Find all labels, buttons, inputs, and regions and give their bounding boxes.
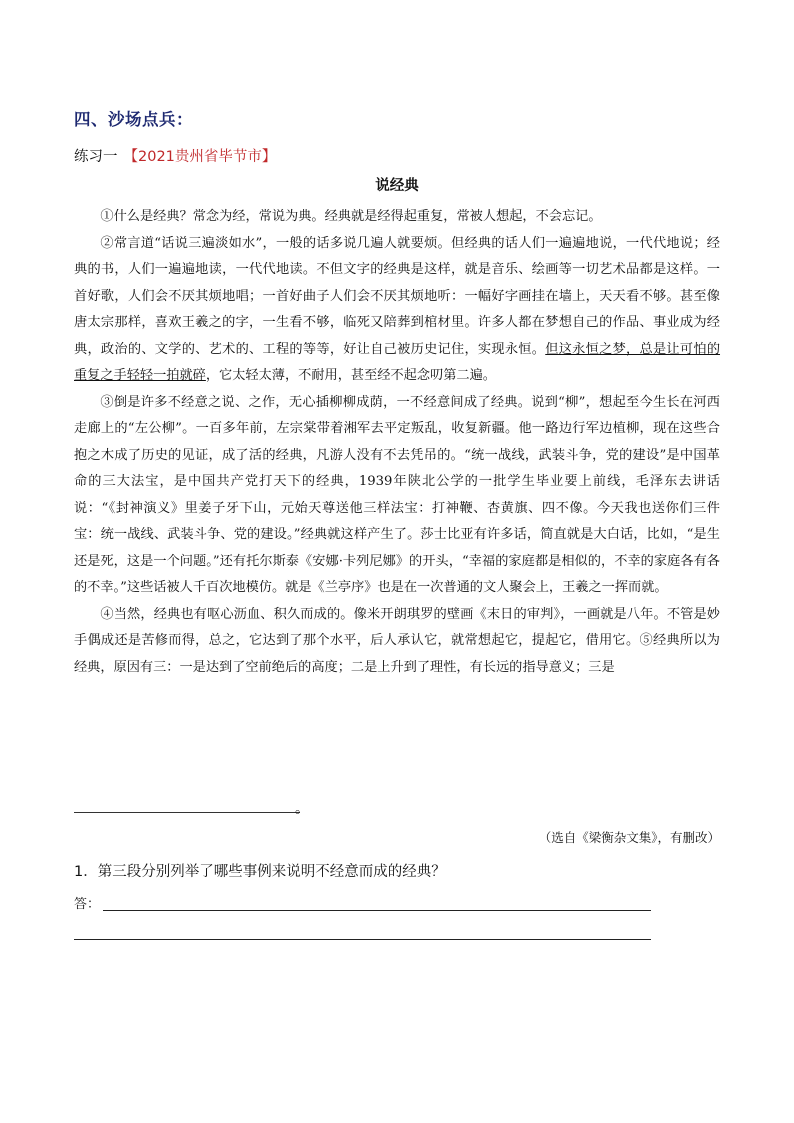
answer-label: 答：	[74, 897, 101, 912]
answer-line-1[interactable]	[103, 910, 651, 911]
paragraph-2	[74, 231, 720, 390]
paragraph-3: ③倒是许多不经意之说、之作，无心插柳柳成荫，一不经意间成了经典。说到“柳”，想起至今生长在河西走廊上的“左公柳”。一百多年前，左宗棠带着湘军去平定叛乱，收复新疆。他一路边行军边植柳，现在这些合抱之木成了历史的见证，成了活的经典，凡游人没有不去凭吊的。“统一战线，武装斗争，党的建设”是中国革命的三大法宝，是中国共产党打天下的经典，1939年陕北公学的一批学生毕业要上前线，毛泽东去讲话说：“《封神演义》里姜子牙下山，元始天尊送他三样法宝：打神鞭、杏黄旗、四不像。今天我也送你们三件宝：统一战线、武装斗争、党的建设。”经典就这样产生了。莎士比亚有许多话，简直就是大白话，比如，“是生还是死，这是一个问题。”还有托尔斯泰《安娜·卡列尼娜》的开头，“幸福的家庭都是相似的，不幸的家庭各有各的不幸。”这些话被人千百次地模仿。就是《兰亭序》也是在一次普通的文人聚会上，王羲之一挥而就。	[74, 394, 720, 595]
paragraph-2-tail: ，它太轻太薄，不耐用，甚至经不起念叨第二遍。	[205, 368, 496, 383]
paragraph-2-underlined: 但这永恒之梦，总是让可怕的重复之手轻轻一拍就碎	[74, 341, 721, 383]
question-1: 1．第三段分别列举了哪些事例来说明不经意而成的经典？	[74, 864, 446, 880]
blank-end-mark: 。	[295, 801, 309, 817]
article-body	[74, 204, 720, 681]
section-title: 四、沙场点兵：	[74, 110, 193, 129]
paragraph-1: ①什么是经典？常念为经，常说为典。经典就是经得起重复，常被人想起，不会忘记。	[100, 209, 602, 224]
fill-in-blank[interactable]	[74, 812, 300, 813]
paragraph-2-main: ②常言道“话说三遍淡如水”，一般的话多说几遍人就要烦。但经典的话人们一遍遍地说，一代代地说；经典的书，人们一遍遍地读，一代代地读。不但文字的经典是这样，就是音乐、绘画等一切艺术品都是这样。一首好歌，人们会不厌其烦地唱；一首好曲子人们会不厌其烦地听：一幅好字画挂在墙上，天天看不够。甚至像唐太宗那样，喜欢王羲之的字，一生看不够，临死又陪葬到棺材里。许多人都在梦想自己的作品、事业成为经典，政治的、文学的、艺术的、工程的等等，好让自己被历史记住，实现永恒。	[74, 235, 720, 357]
answer-line-2[interactable]	[74, 939, 651, 940]
article-title: 说经典	[375, 178, 419, 194]
source-citation: （选自《梁衡杂文集》，有删改）	[538, 830, 720, 845]
exercise-label: 练习一	[74, 149, 118, 165]
exercise-source: 【2021贵州省毕节市】	[123, 149, 277, 165]
exercise-header	[74, 145, 276, 166]
paragraph-4: ④当然，经典也有呕心沥血、积久而成的。像米开朗琪罗的壁画《末日的审判》，一画就是八年。不管是妙手偶成还是苦修而得，总之，它达到了那个水平，后人承认它，就常想起它，提起它，借用它。⑤经典所以为经典，原因有三：一是达到了空前绝后的高度；二是上升到了理性，有长远的指导意义；三是	[74, 606, 720, 675]
